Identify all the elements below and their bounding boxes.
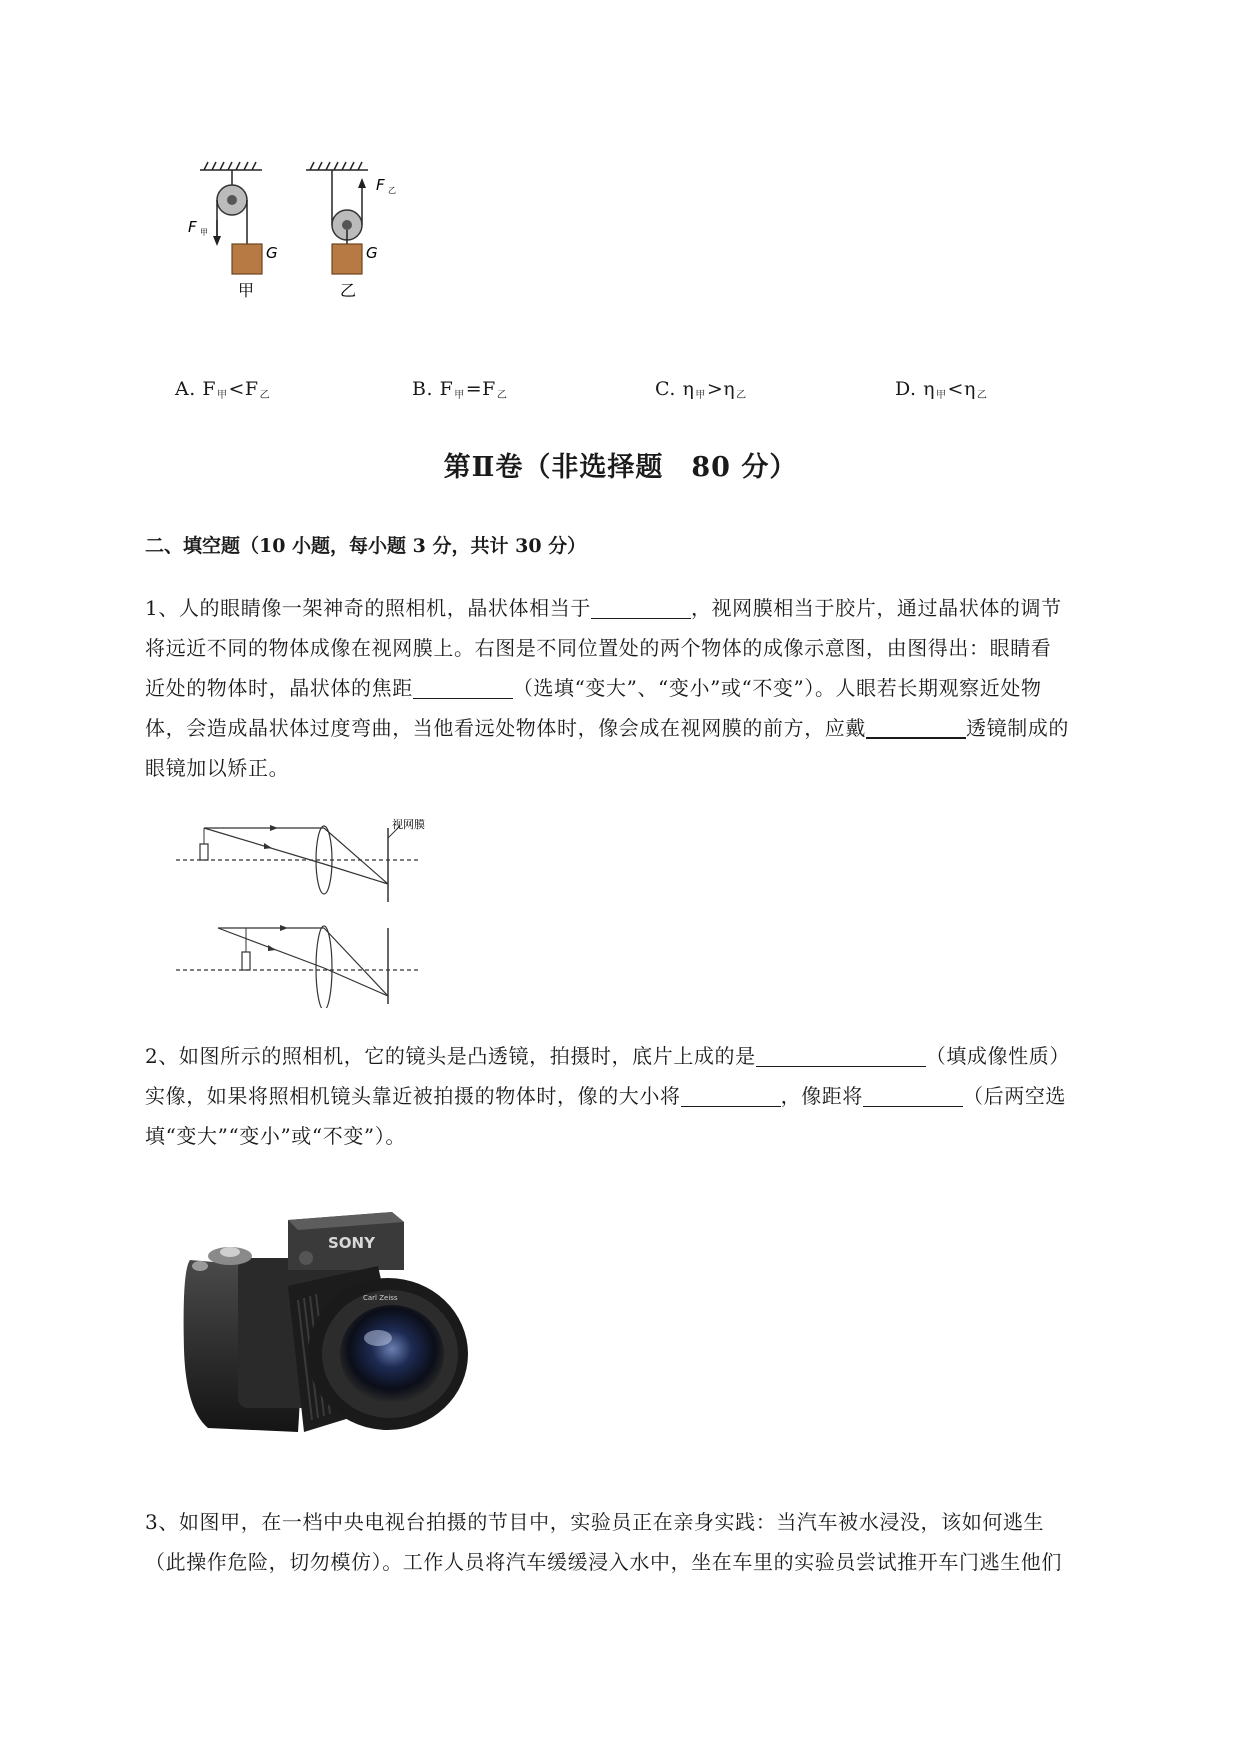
question-3 [145, 1502, 1145, 1582]
q1-blank-3[interactable] [866, 715, 966, 739]
force-sub-jia: 甲 [200, 228, 208, 237]
force-sub-yi: 乙 [388, 186, 396, 195]
q2-line-3: 填“变大”“变小”或“不变”）。 [145, 1124, 406, 1148]
q1-line-2: 将远近不同的物体成像在视网膜上。右图是不同位置处的两个物体的成像示意图，由图得出：眼睛看 [145, 636, 1052, 660]
caption-yi: 乙 [340, 281, 357, 300]
q3-line-1: 3、如图甲，在一档中央电视台拍摄的节目中，实验员正在亲身实践：当汽车被水浸没，该如何逃生 [145, 1510, 1045, 1534]
q1-line-5: 眼镜加以矫正。 [145, 756, 290, 780]
lens-bottom [316, 926, 332, 1008]
weight-block-jia [232, 244, 262, 274]
eye-ray-diagram [170, 818, 450, 1008]
question-2 [145, 1036, 1145, 1156]
q2-line-1: 2、如图所示的照相机，它的镜头是凸透镜，拍摄时，底片上成的是 （填成像性质） [145, 1044, 1070, 1068]
question-1 [145, 588, 1145, 788]
q2-blank-2[interactable] [681, 1084, 781, 1107]
part-title: 第Ⅱ卷（非选择题 80 分） [443, 452, 798, 483]
ceiling-a [200, 162, 262, 170]
weight-label-yi: G [366, 244, 378, 262]
q3-line-2: （此操作危险，切勿模仿）。工作人员将汽车缓缓浸入水中，坐在车里的实验员尝试推开车门逃生他们 [145, 1550, 1062, 1574]
option-d[interactable]: D. $\eta_甲<\eta_乙$ [895, 378, 988, 401]
q1-line-1: 1、人的眼睛像一架神奇的照相机，晶状体相当于 ，视网膜相当于胶片，通过晶状体的调节 [145, 596, 1062, 620]
down-arrow [213, 236, 221, 246]
q2-line-2: 实像，如果将照相机镜头靠近被拍摄的物体时，像的大小将 ，像距将 （后两空选 [145, 1084, 1067, 1108]
object-far [242, 952, 250, 970]
weight-label-jia: G [266, 244, 278, 262]
q1-blank-2[interactable] [413, 676, 513, 699]
section-heading: 二、填空题（10 小题，每小题 3 分，共计 30 分） [145, 535, 587, 557]
option-c[interactable]: C. $\eta_甲>\eta_乙$ [655, 378, 747, 401]
q1-blank-1[interactable] [591, 596, 691, 619]
lens-glass [340, 1305, 444, 1403]
weight-block-yi [332, 244, 362, 274]
force-label-jia: F [188, 218, 197, 236]
q1-line-3: 近处的物体时，晶状体的焦距 （选填“变大”、“变小”或“不变”）。人眼若长期观察近处物 [145, 676, 1042, 700]
pulley-figure [180, 160, 480, 340]
camera-image [178, 1200, 488, 1450]
retina-label: 视网膜 [392, 818, 425, 831]
lens-text: Carl Zeiss [363, 1294, 398, 1302]
option-b[interactable]: B. $F_甲=F_乙$ [412, 378, 508, 401]
object-near [200, 844, 208, 860]
q2-blank-3[interactable] [863, 1084, 963, 1107]
up-arrow [358, 178, 366, 188]
camera-brand: SONY [328, 1234, 375, 1252]
force-label-yi: F [376, 176, 385, 194]
q1-line-4: 体，会造成晶状体过度弯曲，当他看远处物体时，像会成在视网膜的前方，应戴 透镜制成的 [145, 716, 1069, 740]
fixed-pulley [217, 185, 247, 215]
caption-jia: 甲 [238, 281, 255, 300]
q2-blank-1[interactable] [756, 1044, 926, 1067]
option-a[interactable]: A. $F_甲<F_乙$ [175, 378, 271, 401]
ceiling-b [306, 162, 368, 170]
